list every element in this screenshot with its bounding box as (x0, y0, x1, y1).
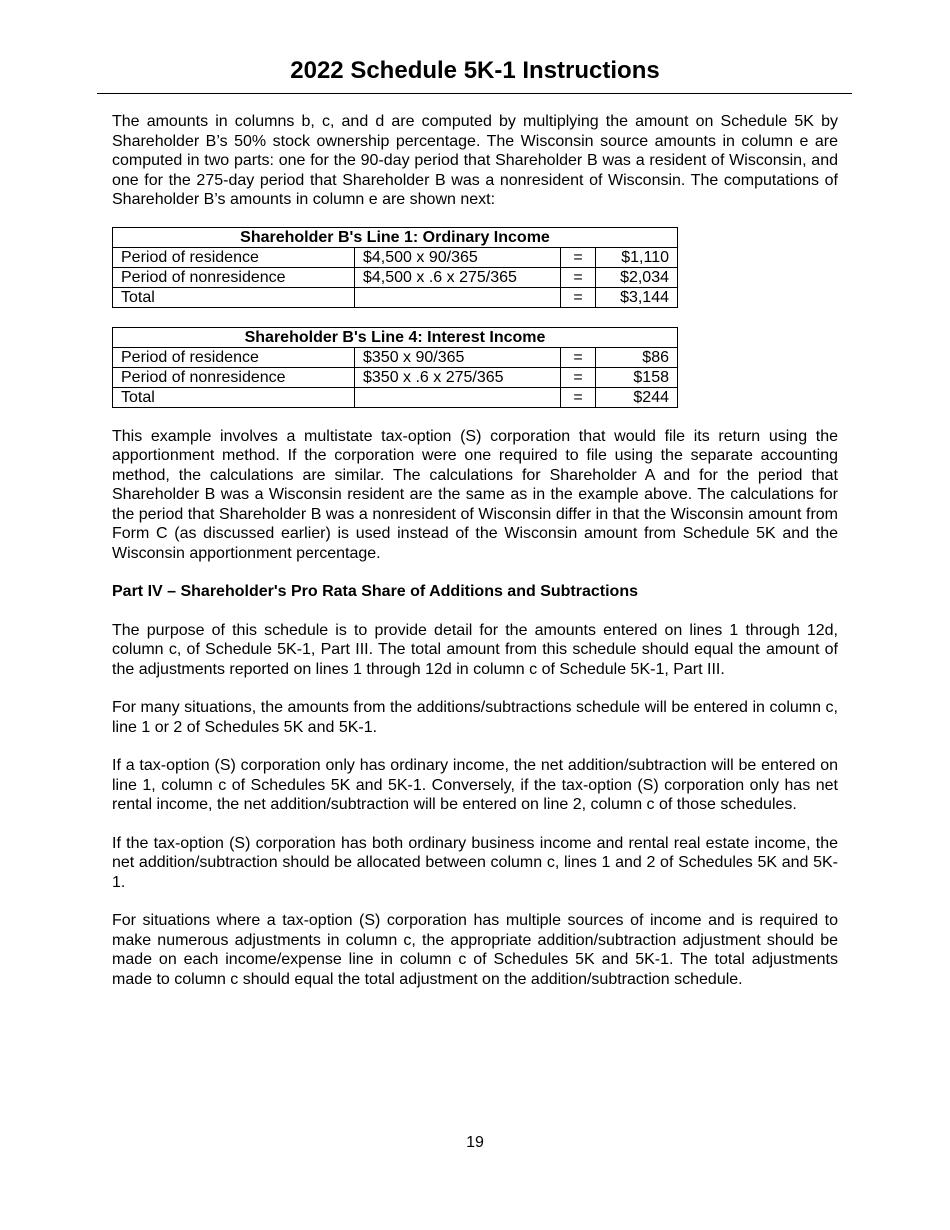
row-label: Period of nonresidence (113, 367, 355, 387)
ordinary-income-table (112, 227, 678, 308)
part-iv-paragraph: For situations where a tax-option (S) corporation has multiple sources of income and is required to make numerous adjustments in column c, the appropriate addition/subtraction adjustment should be made on each income/expense line in column c of Schedules 5K and 5K-1. The total adjustments made to column c should equal the total adjustment on the addition/subtraction schedule. (112, 912, 838, 988)
row-amount: $244 (596, 387, 678, 407)
page-title: 2022 Schedule 5K-1 Instructions (290, 57, 660, 84)
part-iv-paragraph: For many situations, the amounts from the additions/subtractions schedule will be entered in column c, line 1 or 2 of Schedules 5K and 5K-1. (112, 699, 838, 736)
row-amount: $86 (596, 347, 678, 367)
part-iv-paragraph: The purpose of this schedule is to provide detail for the amounts entered on lines 1 through 12d, column c, of Schedule 5K-1, Part III. The total amount from this schedule should equal the amount of the adjustments reported on lines 1 through 12d in column c of Schedule 5K-1, Part III. (112, 621, 838, 678)
table-row (113, 367, 678, 387)
table-title: Shareholder B's Line 1: Ordinary Income (113, 227, 678, 247)
table-header-row (113, 327, 678, 347)
row-equals: = (561, 347, 596, 367)
part-iv-paragraph: If the tax-option (S) corporation has both ordinary business income and rental real estate income, the net addition/subtraction should be allocated between column c, lines 1 and 2 of Schedules 5K and 5K-1. (112, 834, 838, 891)
row-label: Period of residence (113, 347, 355, 367)
row-formula (355, 387, 561, 407)
row-formula (355, 287, 561, 307)
intro-paragraph: The amounts in columns b, c, and d are computed by multiplying the amount on Schedule 5K by Shareholder B’s 50% stock ownership percentage. The Wisconsin source amounts in column e are computed in two parts: one for the 90-day period that Shareholder B was a resident of Wisconsin, and one for the 275-day period that Shareholder B was a nonresident of Wisconsin. The computations of Shareholder B’s amounts in column e are shown next: (112, 113, 838, 208)
interest-income-table (112, 327, 678, 408)
page-number: 19 (466, 1134, 484, 1151)
row-equals: = (561, 267, 596, 287)
row-amount: $2,034 (596, 267, 678, 287)
table-row (113, 247, 678, 267)
row-equals: = (561, 287, 596, 307)
row-label: Total (113, 387, 355, 407)
table-row (113, 387, 678, 407)
document-body (112, 112, 838, 989)
table-row (113, 287, 678, 307)
table-title: Shareholder B's Line 4: Interest Income (113, 327, 678, 347)
row-formula: $4,500 x 90/365 (355, 247, 561, 267)
table-header-row (113, 227, 678, 247)
row-formula: $350 x .6 x 275/365 (355, 367, 561, 387)
title-divider (97, 93, 852, 94)
row-equals: = (561, 247, 596, 267)
table-row (113, 347, 678, 367)
row-label: Period of residence (113, 247, 355, 267)
row-label: Total (113, 287, 355, 307)
table-row (113, 267, 678, 287)
row-formula: $350 x 90/365 (355, 347, 561, 367)
row-amount: $158 (596, 367, 678, 387)
row-equals: = (561, 367, 596, 387)
row-label: Period of nonresidence (113, 267, 355, 287)
part-iv-paragraph: If a tax-option (S) corporation only has ordinary income, the net addition/subtraction will be entered on line 1, column c of Schedules 5K and 5K-1. Conversely, if the tax-option (S) corporation only has net rental income, the net addition/subtraction will be entered on line 2, column c of those schedules. (112, 757, 838, 813)
row-amount: $1,110 (596, 247, 678, 267)
part-iv-heading: Part IV – Shareholder's Pro Rata Share of Additions and Subtractions (112, 583, 638, 600)
multistate-paragraph: This example involves a multistate tax-option (S) corporation that would file its return using the apportionment method. If the corporation were one required to file using the separate accounting method, the calculations are similar. The calculations for Shareholder A and for the period that Shareholder B was a Wisconsin resident are the same as in the example above. The calculations for the period that Shareholder B was a nonresident of Wisconsin differ in that the Wisconsin amount from Form C (as discussed earlier) is used instead of the Wisconsin amount from Schedule 5K and the Wisconsin apportionment percentage. (112, 427, 838, 562)
row-equals: = (561, 387, 596, 407)
row-formula: $4,500 x .6 x 275/365 (355, 267, 561, 287)
row-amount: $3,144 (596, 287, 678, 307)
